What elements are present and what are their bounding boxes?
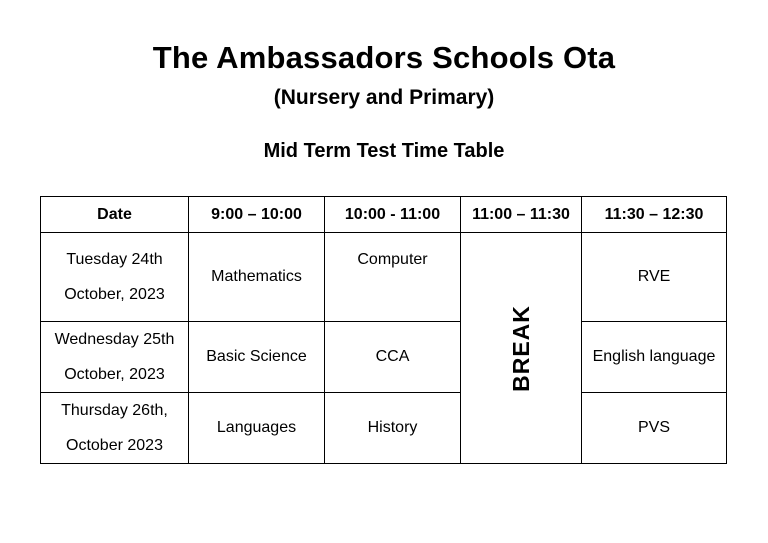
subject-cell: CCA bbox=[325, 322, 461, 393]
column-header-slot-2: 10:00 - 11:00 bbox=[325, 197, 461, 233]
date-line-month: October, 2023 bbox=[64, 286, 165, 303]
date-line-day: Tuesday 24th bbox=[66, 251, 163, 268]
subject-cell: Basic Science bbox=[189, 322, 325, 393]
date-line-month: October 2023 bbox=[66, 437, 163, 454]
subject-cell: PVS bbox=[582, 393, 727, 464]
subject-cell: Mathematics bbox=[189, 233, 325, 322]
date-line-day: Thursday 26th, bbox=[61, 402, 168, 419]
table-row bbox=[41, 233, 727, 322]
timetable-title: Mid Term Test Time Table bbox=[263, 140, 505, 162]
column-header-date: Date bbox=[41, 197, 189, 233]
subject-cell: Languages bbox=[189, 393, 325, 464]
header-row bbox=[41, 197, 727, 233]
subject-cell: English language bbox=[582, 322, 727, 393]
school-name: The Ambassadors Schools Ota bbox=[152, 40, 616, 75]
subject-cell: Computer bbox=[325, 233, 461, 322]
column-header-slot-1: 9:00 – 10:00 bbox=[189, 197, 325, 233]
subject-cell: History bbox=[325, 393, 461, 464]
school-subtitle: (Nursery and Primary) bbox=[273, 86, 495, 109]
timetable bbox=[40, 196, 727, 464]
table-row bbox=[41, 322, 727, 393]
date-line-month: October, 2023 bbox=[64, 366, 165, 383]
break-label: BREAK bbox=[507, 304, 534, 392]
date-cell bbox=[41, 393, 189, 464]
break-cell bbox=[461, 233, 582, 464]
table-row bbox=[41, 393, 727, 464]
date-line-day: Wednesday 25th bbox=[54, 331, 175, 348]
subject-cell: RVE bbox=[582, 233, 727, 322]
date-cell bbox=[41, 322, 189, 393]
column-header-slot-4: 11:30 – 12:30 bbox=[582, 197, 727, 233]
date-cell bbox=[41, 233, 189, 322]
column-header-slot-3: 11:00 – 11:30 bbox=[461, 197, 582, 233]
